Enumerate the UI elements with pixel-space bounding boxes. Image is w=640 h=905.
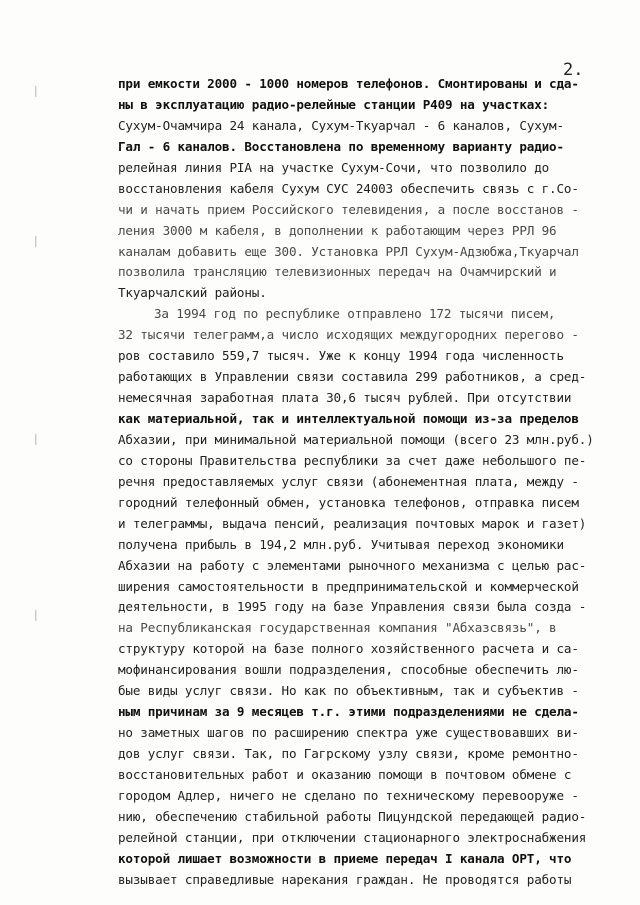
margin-mark: ꟾ: [34, 86, 38, 100]
body-line: дов услуг связи. Так, по Гагрскому узлу связи, кроме ремонтно-: [118, 746, 579, 761]
page-number: 2.: [563, 60, 584, 80]
body-line: ширения самостоятельности в предпринимательской и коммерческой: [118, 578, 579, 594]
body-line: структуру которой на базе полного хозяйственного расчета и са-: [118, 641, 579, 657]
body-line: Абхазии, при минимальной материальной помощи (всего 23 млн.руб.): [118, 431, 594, 447]
body-line: вызывает справедливые нарекания граждан. Не проводятся работы: [118, 871, 572, 887]
body-line: Абхазии на работу с элементами рыночного механизма с целью рас-: [118, 557, 587, 573]
body-line: позволила трансляцию телевизионных передач на Очамчирский и: [118, 264, 557, 280]
body-line: со стороны Правительства республики за счет даже небольшого пе-: [118, 452, 587, 468]
body-line: ления 3000 м кабеля, в дополнении к работающим через РРЛ 96: [118, 222, 557, 238]
body-line: при емкости 2000 - 1000 номеров телефонов. Смонтированы и сда-: [118, 76, 579, 91]
body-line: релейная линия РIА на участке Сухум-Сочи, что позволило до: [118, 159, 550, 175]
margin-mark: ꟾ: [34, 610, 38, 624]
body-line: городом Адлер, ничего не сделано по техническому перевооруже -: [118, 787, 579, 803]
body-line: восстановительных работ и оказанию помощи в почтовом обмене с: [118, 766, 572, 782]
body-line: работающих в Управлении связи составила 299 работников, а сред-: [118, 369, 587, 385]
body-line: на Республиканская государственная компания "Абхазсвязь", в: [118, 620, 557, 636]
body-line: Ткуарчалский районы.: [118, 285, 267, 301]
body-line: которой лишает возможности в приеме передач I канала ОРТ, что: [118, 850, 572, 866]
body-line: нию, обеспечению стабильной работы Пицундской передающей радио-: [118, 808, 587, 824]
body-line: как материальной, так и интеллектуальной помощи из-за пределов: [118, 411, 579, 426]
body-line: но заметных шагов по расширению спектра уже существовавших ви-: [118, 725, 579, 741]
margin-mark: ꟾ: [34, 434, 38, 448]
body-line: Гал - 6 каналов. Восстановлена по временному варианту радио-: [118, 138, 564, 154]
body-line: восстановления кабеля Сухум СУС 24003 обеспечить связь с г.Со-: [118, 180, 579, 196]
body-line: чи и начать прием Российского телевидения, а после восстанов -: [118, 201, 579, 217]
body-line: мофинансирования вошли подразделения, способные обеспечить лю-: [118, 662, 579, 678]
body-line: получена прибыль в 194,2 млн.руб. Учитывая переход экономики: [118, 536, 564, 552]
body-line: 32 тысячи телеграмм,а число исходящих междугородних перегово -: [118, 327, 579, 343]
body-line: и телеграммы, выдача пенсий, реализация почтовых марок и газет): [118, 515, 587, 531]
body-line: речня предоставляемых услуг связи (абонементная плата, между -: [118, 473, 579, 489]
body-line: релейной станции, при отключении стационарного электроснабжения: [118, 829, 587, 845]
margin-mark: ꟾ: [34, 236, 38, 250]
body-line: деятельности, в 1995 году на базе Управления связи была созда -: [118, 599, 587, 615]
body-line: Сухум-Очамчира 24 канала, Сухум-Ткуарчал - 6 каналов, Сухум-: [118, 117, 564, 133]
body-line: ным причинам за 9 месяцев т.г. этими подразделениями не сдела-: [118, 704, 579, 720]
document-body: [118, 74, 608, 891]
body-line: городний телефонный обмен, установка телефонов, отправка писем: [118, 494, 579, 510]
body-line: каналам добавить еще 300. Установка РРЛ Сухум-Адзюбжа,Ткуарчал: [118, 243, 579, 259]
body-line: ны в эксплуатацию радио-релейные станции Р409 на участках:: [118, 96, 550, 112]
body-line: ров составило 559,7 тысяч. Уже к концу 1994 года численность: [118, 348, 564, 364]
body-line: немесячная заработная плата 30,6 тысяч рублей. При отсутствии: [118, 390, 572, 406]
body-line: бые виды услуг связи. Но как по объективным, так и субъектив -: [118, 683, 579, 699]
body-line: За 1994 год по республике отправлено 172 тысячи писем,: [154, 306, 556, 322]
